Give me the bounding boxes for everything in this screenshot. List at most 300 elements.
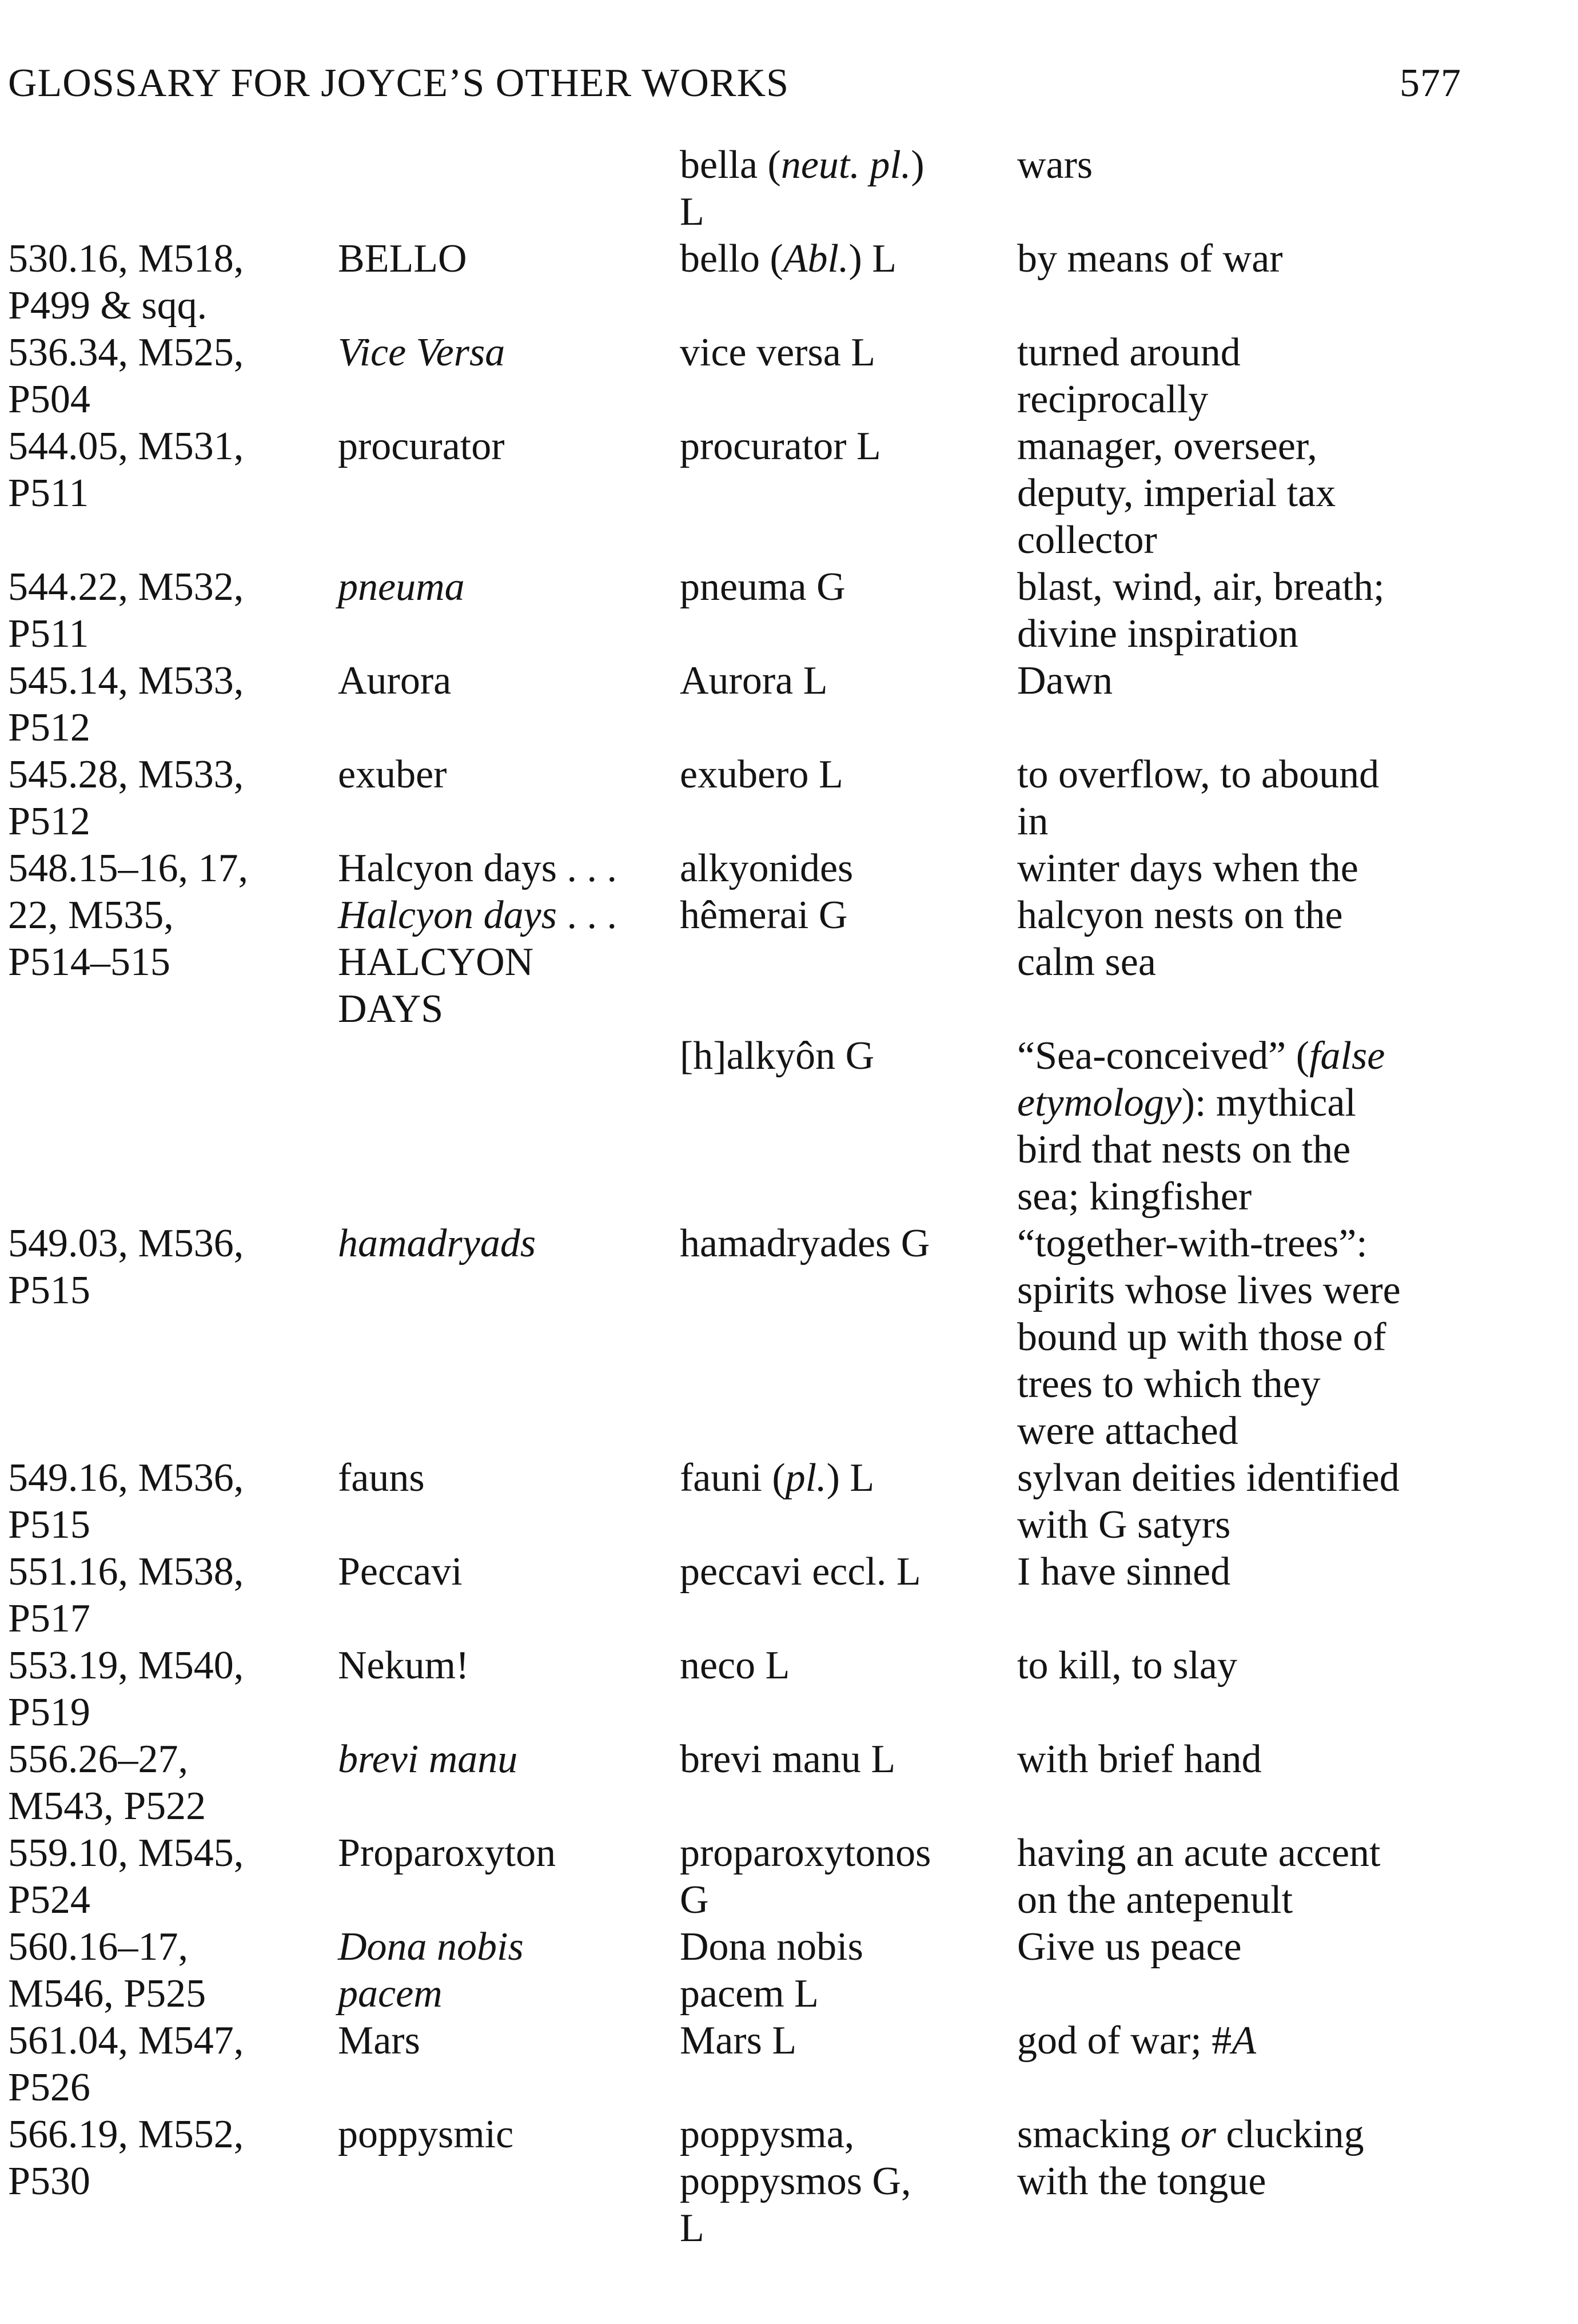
text-run: blast, wind, air, breath; xyxy=(1017,565,1385,609)
entry-reference xyxy=(8,1455,338,1549)
entry-reference xyxy=(8,1033,338,1220)
text-run: Mars L xyxy=(680,2019,797,2063)
running-head-title: GLOSSARY FOR JOYCE’S OTHER WORKS xyxy=(8,61,790,105)
text-run: P526 xyxy=(8,2066,90,2110)
text-run: to kill, to slay xyxy=(1017,1643,1237,1688)
text-run: manager, overseer, xyxy=(1017,424,1317,468)
entry-reference-line xyxy=(8,611,338,658)
entry-term-line xyxy=(338,658,680,705)
entry-reference-line xyxy=(8,751,338,798)
text-run: with G satyrs xyxy=(1017,1503,1231,1547)
entry-gloss xyxy=(1017,1220,1466,1455)
entry-source-word-line xyxy=(680,845,1017,892)
entry-reference-line xyxy=(8,1877,338,1924)
entry-reference-line xyxy=(8,1830,338,1877)
text-run: by means of war xyxy=(1017,237,1283,281)
entry-gloss-line xyxy=(1017,611,1466,658)
entry-reference-line xyxy=(8,423,338,470)
text-run: BELLO xyxy=(338,237,467,281)
entry-reference-line xyxy=(8,658,338,705)
entry-reference xyxy=(8,1830,338,1924)
entry-gloss-line xyxy=(1017,1642,1466,1689)
entry-reference xyxy=(8,658,338,751)
entry-reference-line xyxy=(8,1924,338,1971)
text-run: P519 xyxy=(8,1690,90,1734)
entry-reference xyxy=(8,2111,338,2252)
entry-source-word-line xyxy=(680,1220,1017,1267)
text-run: Dawn xyxy=(1017,659,1113,703)
text-run: or xyxy=(1180,2112,1217,2156)
entry-source-word-line xyxy=(680,2017,1017,2064)
glossary-row xyxy=(8,845,1466,1033)
entry-source-word-line xyxy=(680,1924,1017,1971)
entry-gloss-line xyxy=(1017,1736,1466,1783)
entry-source-word-line xyxy=(680,1642,1017,1689)
entry-gloss-line xyxy=(1017,1033,1466,1080)
entry-reference-line xyxy=(8,1971,338,2017)
entry-reference xyxy=(8,423,338,564)
entry-gloss-line xyxy=(1017,329,1466,376)
entry-term-line xyxy=(338,1220,680,1267)
entry-source-word xyxy=(680,1549,1017,1642)
text-run: ) L xyxy=(826,1456,875,1500)
entry-term-line xyxy=(338,1455,680,1502)
entry-reference xyxy=(8,2017,338,2111)
entry-term xyxy=(338,845,680,1033)
text-run: M546, P525 xyxy=(8,1972,206,2016)
entry-source-word-line xyxy=(680,236,1017,282)
entry-gloss xyxy=(1017,1549,1466,1642)
text-run: 22, M535, xyxy=(8,893,174,937)
text-run: collector xyxy=(1017,518,1157,562)
entry-term-line xyxy=(338,1971,680,2017)
entry-term xyxy=(338,142,680,236)
entry-source-word xyxy=(680,423,1017,564)
entry-source-word xyxy=(680,1642,1017,1736)
entry-gloss-line xyxy=(1017,845,1466,892)
text-run: Aurora xyxy=(338,659,452,703)
text-run: 551.16, M538, xyxy=(8,1550,244,1594)
entry-source-word-line xyxy=(680,1830,1017,1877)
entry-gloss-line xyxy=(1017,751,1466,798)
entry-gloss-line xyxy=(1017,2158,1466,2205)
entry-term xyxy=(338,1455,680,1549)
entry-reference-line xyxy=(8,2017,338,2064)
entry-reference xyxy=(8,1736,338,1830)
glossary-row xyxy=(8,1642,1466,1736)
entry-reference-line xyxy=(8,1642,338,1689)
entry-term-line xyxy=(338,751,680,798)
text-run: . . . xyxy=(556,893,617,937)
entry-source-word-line xyxy=(680,1549,1017,1595)
text-run: Proparoxyton xyxy=(338,1831,556,1875)
entry-gloss-line xyxy=(1017,236,1466,282)
entry-reference-line xyxy=(8,1549,338,1595)
entry-reference-line xyxy=(8,2158,338,2205)
glossary-row xyxy=(8,658,1466,751)
text-run: bella ( xyxy=(680,143,781,187)
glossary-row xyxy=(8,142,1466,236)
glossary-row xyxy=(8,1033,1466,1220)
entry-gloss xyxy=(1017,142,1466,236)
entry-source-word xyxy=(680,2017,1017,2111)
entry-gloss-line xyxy=(1017,1924,1466,1971)
glossary-row xyxy=(8,1455,1466,1549)
text-run: trees to which they xyxy=(1017,1362,1321,1406)
entry-reference-line xyxy=(8,1783,338,1830)
text-run: pl. xyxy=(785,1456,827,1500)
entry-gloss xyxy=(1017,1924,1466,2017)
entry-reference-line xyxy=(8,1736,338,1783)
entry-reference-line xyxy=(8,329,338,376)
entry-term-line xyxy=(338,2017,680,2064)
text-run: Peccavi xyxy=(338,1550,463,1594)
text-run: P515 xyxy=(8,1503,90,1547)
text-run: DAYS xyxy=(338,987,444,1031)
entry-gloss-line xyxy=(1017,1314,1466,1361)
entry-term xyxy=(338,2111,680,2252)
entry-gloss xyxy=(1017,564,1466,658)
text-run: 530.16, M518, xyxy=(8,237,244,281)
text-run: 553.19, M540, xyxy=(8,1643,244,1688)
text-run: on the antepenult xyxy=(1017,1878,1293,1922)
entry-gloss-line xyxy=(1017,517,1466,564)
text-run: vice versa L xyxy=(680,331,876,375)
entry-reference-line xyxy=(8,236,338,282)
entry-source-word xyxy=(680,845,1017,1033)
entry-reference xyxy=(8,751,338,845)
entry-source-word xyxy=(680,1455,1017,1549)
entry-reference xyxy=(8,1642,338,1736)
text-run: in xyxy=(1017,799,1049,843)
text-run: P517 xyxy=(8,1597,90,1641)
text-run: were attached xyxy=(1017,1409,1238,1453)
entry-reference-line xyxy=(8,2111,338,2158)
text-run: 549.16, M536, xyxy=(8,1456,244,1500)
entry-source-word-line xyxy=(680,2205,1017,2252)
entry-gloss xyxy=(1017,751,1466,845)
entry-term xyxy=(338,1924,680,2017)
text-run: 560.16–17, xyxy=(8,1925,188,1969)
entry-source-word-line xyxy=(680,1971,1017,2017)
entry-reference-line xyxy=(8,1689,338,1736)
text-run: proparoxytonos xyxy=(680,1831,931,1875)
entry-gloss-line xyxy=(1017,376,1466,423)
text-run: hamadryades G xyxy=(680,1221,930,1266)
entry-term xyxy=(338,1549,680,1642)
entry-term-line xyxy=(338,1830,680,1877)
text-run: 536.34, M525, xyxy=(8,331,244,375)
text-run: turned around xyxy=(1017,331,1241,375)
glossary-body xyxy=(8,142,1466,2252)
text-run: P512 xyxy=(8,799,90,843)
text-run: 544.22, M532, xyxy=(8,565,244,609)
text-run: divine inspiration xyxy=(1017,612,1298,656)
entry-gloss-line xyxy=(1017,892,1466,939)
entry-term xyxy=(338,1642,680,1736)
entry-gloss xyxy=(1017,1033,1466,1220)
text-run: wars xyxy=(1017,143,1093,187)
entry-gloss-line xyxy=(1017,1408,1466,1455)
entry-gloss xyxy=(1017,658,1466,751)
entry-term-line xyxy=(338,1642,680,1689)
entry-source-word xyxy=(680,1220,1017,1455)
text-run: sea; kingfisher xyxy=(1017,1175,1252,1219)
entry-source-word xyxy=(680,751,1017,845)
entry-source-word xyxy=(680,236,1017,329)
entry-term-line xyxy=(338,1736,680,1783)
entry-gloss-line xyxy=(1017,1455,1466,1502)
entry-term xyxy=(338,658,680,751)
entry-source-word-line xyxy=(680,423,1017,470)
text-run: ): mythical xyxy=(1181,1081,1356,1125)
text-run: [h]alkyôn G xyxy=(680,1034,875,1078)
entry-gloss-line xyxy=(1017,1830,1466,1877)
entry-gloss xyxy=(1017,1736,1466,1830)
text-run: Dona nobis xyxy=(338,1925,524,1969)
text-run: P499 & sqq. xyxy=(8,284,208,328)
entry-source-word-line xyxy=(680,2111,1017,2158)
text-run: peccavi eccl. L xyxy=(680,1550,921,1594)
entry-term xyxy=(338,751,680,845)
text-run: procurator xyxy=(338,424,505,468)
entry-reference xyxy=(8,236,338,329)
text-run: “Sea-conceived” ( xyxy=(1017,1034,1310,1078)
entry-reference-line xyxy=(8,939,338,986)
entry-source-word-line xyxy=(680,658,1017,705)
entry-term-line xyxy=(338,236,680,282)
entry-gloss xyxy=(1017,1830,1466,1924)
entry-reference-line xyxy=(8,1267,338,1314)
entry-term-line xyxy=(338,423,680,470)
entry-gloss xyxy=(1017,329,1466,423)
glossary-row xyxy=(8,2111,1466,2252)
text-run: pacem xyxy=(338,1972,443,2016)
entry-term-line xyxy=(338,1924,680,1971)
glossary-row xyxy=(8,564,1466,658)
glossary-row xyxy=(8,1830,1466,1924)
entry-source-word xyxy=(680,329,1017,423)
text-run: Abl. xyxy=(783,237,849,281)
entry-source-word-line xyxy=(680,892,1017,939)
text-run: 549.03, M536, xyxy=(8,1221,244,1266)
text-run: P504 xyxy=(8,377,90,421)
entry-gloss xyxy=(1017,1455,1466,1549)
text-run: poppysmos G, xyxy=(680,2159,911,2203)
text-run: calm sea xyxy=(1017,940,1156,984)
text-run: deputy, imperial tax xyxy=(1017,471,1336,515)
entry-reference-line xyxy=(8,892,338,939)
text-run: Aurora L xyxy=(680,659,828,703)
entry-source-word-line xyxy=(680,2158,1017,2205)
text-run: alkyonides xyxy=(680,846,854,890)
entry-source-word-line xyxy=(680,1877,1017,1924)
entry-gloss-line xyxy=(1017,939,1466,986)
text-run: Dona nobis xyxy=(680,1925,863,1969)
entry-gloss-line xyxy=(1017,1080,1466,1127)
entry-reference xyxy=(8,1924,338,2017)
entry-source-word xyxy=(680,564,1017,658)
entry-term xyxy=(338,236,680,329)
entry-gloss xyxy=(1017,1642,1466,1736)
text-run: 545.28, M533, xyxy=(8,753,244,797)
glossary-row xyxy=(8,423,1466,564)
entry-source-word-line xyxy=(680,1033,1017,1080)
text-run: P524 xyxy=(8,1878,90,1922)
entry-source-word xyxy=(680,1736,1017,1830)
text-run: pneuma G xyxy=(680,565,846,609)
glossary-table xyxy=(8,142,1466,2252)
entry-source-word xyxy=(680,142,1017,236)
glossary-row xyxy=(8,1924,1466,2017)
text-run: 544.05, M531, xyxy=(8,424,244,468)
entry-gloss-line xyxy=(1017,1361,1466,1408)
entry-reference xyxy=(8,845,338,1033)
text-run: Vice Versa xyxy=(338,331,505,375)
text-run: clucking xyxy=(1216,2112,1364,2156)
text-run: Give us peace xyxy=(1017,1925,1242,1969)
glossary-row xyxy=(8,2017,1466,2111)
entry-reference-line xyxy=(8,845,338,892)
running-head xyxy=(8,55,1461,112)
text-run: P530 xyxy=(8,2159,90,2203)
entry-reference-line xyxy=(8,705,338,751)
glossary-row xyxy=(8,751,1466,845)
entry-gloss-line xyxy=(1017,564,1466,611)
text-run: with brief hand xyxy=(1017,1737,1262,1781)
entry-reference-line xyxy=(8,1220,338,1267)
entry-term-line xyxy=(338,845,680,892)
entry-gloss-line xyxy=(1017,1877,1466,1924)
entry-reference xyxy=(8,1220,338,1455)
entry-reference-line xyxy=(8,1595,338,1642)
text-run: HALCYON xyxy=(338,940,534,984)
entry-term-line xyxy=(338,986,680,1033)
text-run: ) xyxy=(911,143,925,187)
text-run: “together-with-trees”: xyxy=(1017,1221,1368,1266)
text-run: to overflow, to abound xyxy=(1017,753,1380,797)
text-run: false xyxy=(1309,1034,1385,1078)
entry-term-line xyxy=(338,892,680,939)
entry-source-word-line xyxy=(680,329,1017,376)
entry-term xyxy=(338,1220,680,1455)
entry-gloss-line xyxy=(1017,1549,1466,1595)
text-run: fauni ( xyxy=(680,1456,786,1500)
glossary-row xyxy=(8,1549,1466,1642)
text-run: brevi manu xyxy=(338,1737,518,1781)
text-run: 545.14, M533, xyxy=(8,659,244,703)
entry-reference-line xyxy=(8,798,338,845)
entry-gloss-line xyxy=(1017,142,1466,189)
page-number: 577 xyxy=(1400,61,1461,105)
text-run: L xyxy=(680,190,704,234)
entry-term xyxy=(338,2017,680,2111)
entry-term xyxy=(338,423,680,564)
entry-gloss-line xyxy=(1017,1127,1466,1173)
text-run: 561.04, M547, xyxy=(8,2019,244,2063)
entry-source-word-line xyxy=(680,564,1017,611)
text-run: Halcyon days xyxy=(338,893,557,937)
text-run: brevi manu L xyxy=(680,1737,896,1781)
text-run: Mars xyxy=(338,2019,420,2063)
text-run: bello ( xyxy=(680,237,783,281)
entry-gloss-line xyxy=(1017,658,1466,705)
text-run: P511 xyxy=(8,471,89,515)
text-run: having an acute accent xyxy=(1017,1831,1381,1875)
text-run: hamadryads xyxy=(338,1221,536,1266)
text-run: poppysma, xyxy=(680,2112,855,2156)
text-run: winter days when the xyxy=(1017,846,1358,890)
entry-reference xyxy=(8,564,338,658)
entry-reference-line xyxy=(8,282,338,329)
glossary-row xyxy=(8,329,1466,423)
text-run: L xyxy=(680,2206,704,2250)
entry-source-word xyxy=(680,658,1017,751)
text-run: etymology xyxy=(1017,1081,1182,1125)
text-run: with the tongue xyxy=(1017,2159,1266,2203)
text-run: pacem L xyxy=(680,1972,819,2016)
entry-term xyxy=(338,564,680,658)
text-run: P515 xyxy=(8,1268,90,1312)
entry-gloss-line xyxy=(1017,470,1466,517)
entry-source-word-line xyxy=(680,751,1017,798)
entry-gloss-line xyxy=(1017,2111,1466,2158)
entry-source-word xyxy=(680,2111,1017,2252)
entry-source-word-line xyxy=(680,1455,1017,1502)
text-run: Halcyon days . . . xyxy=(338,846,617,890)
text-run: pneuma xyxy=(338,565,465,609)
glossary-row xyxy=(8,1220,1466,1455)
entry-gloss-line xyxy=(1017,1502,1466,1549)
text-run: exubero L xyxy=(680,753,843,797)
glossary-row xyxy=(8,236,1466,329)
text-run: spirits whose lives were xyxy=(1017,1268,1401,1312)
entry-reference-line xyxy=(8,2064,338,2111)
text-run: P514–515 xyxy=(8,940,170,984)
entry-source-word-line xyxy=(680,189,1017,236)
entry-gloss-line xyxy=(1017,1267,1466,1314)
entry-source-word-line xyxy=(680,1736,1017,1783)
entry-source-word-line xyxy=(680,142,1017,189)
text-run: 556.26–27, xyxy=(8,1737,188,1781)
entry-gloss-line xyxy=(1017,2017,1466,2064)
text-run: bound up with those of xyxy=(1017,1315,1386,1359)
text-run: M543, P522 xyxy=(8,1784,206,1828)
entry-term-line xyxy=(338,564,680,611)
entry-gloss xyxy=(1017,236,1466,329)
entry-gloss xyxy=(1017,2111,1466,2252)
entry-term xyxy=(338,1736,680,1830)
glossary-row xyxy=(8,1736,1466,1830)
text-run: god of war; # xyxy=(1017,2019,1232,2063)
text-run: P511 xyxy=(8,612,89,656)
entry-reference-line xyxy=(8,564,338,611)
entry-term xyxy=(338,329,680,423)
entry-reference-line xyxy=(8,376,338,423)
text-run: 559.10, M545, xyxy=(8,1831,244,1875)
entry-term-line xyxy=(338,2111,680,2158)
entry-reference-line xyxy=(8,1502,338,1549)
text-run: ) L xyxy=(848,237,897,281)
text-run: 566.19, M552, xyxy=(8,2112,244,2156)
text-run: procurator L xyxy=(680,424,881,468)
entry-reference-line xyxy=(8,1455,338,1502)
text-run: fauns xyxy=(338,1456,425,1500)
entry-reference xyxy=(8,329,338,423)
entry-gloss-line xyxy=(1017,1220,1466,1267)
entry-reference-line xyxy=(8,470,338,517)
text-run: sylvan deities identified xyxy=(1017,1456,1400,1500)
